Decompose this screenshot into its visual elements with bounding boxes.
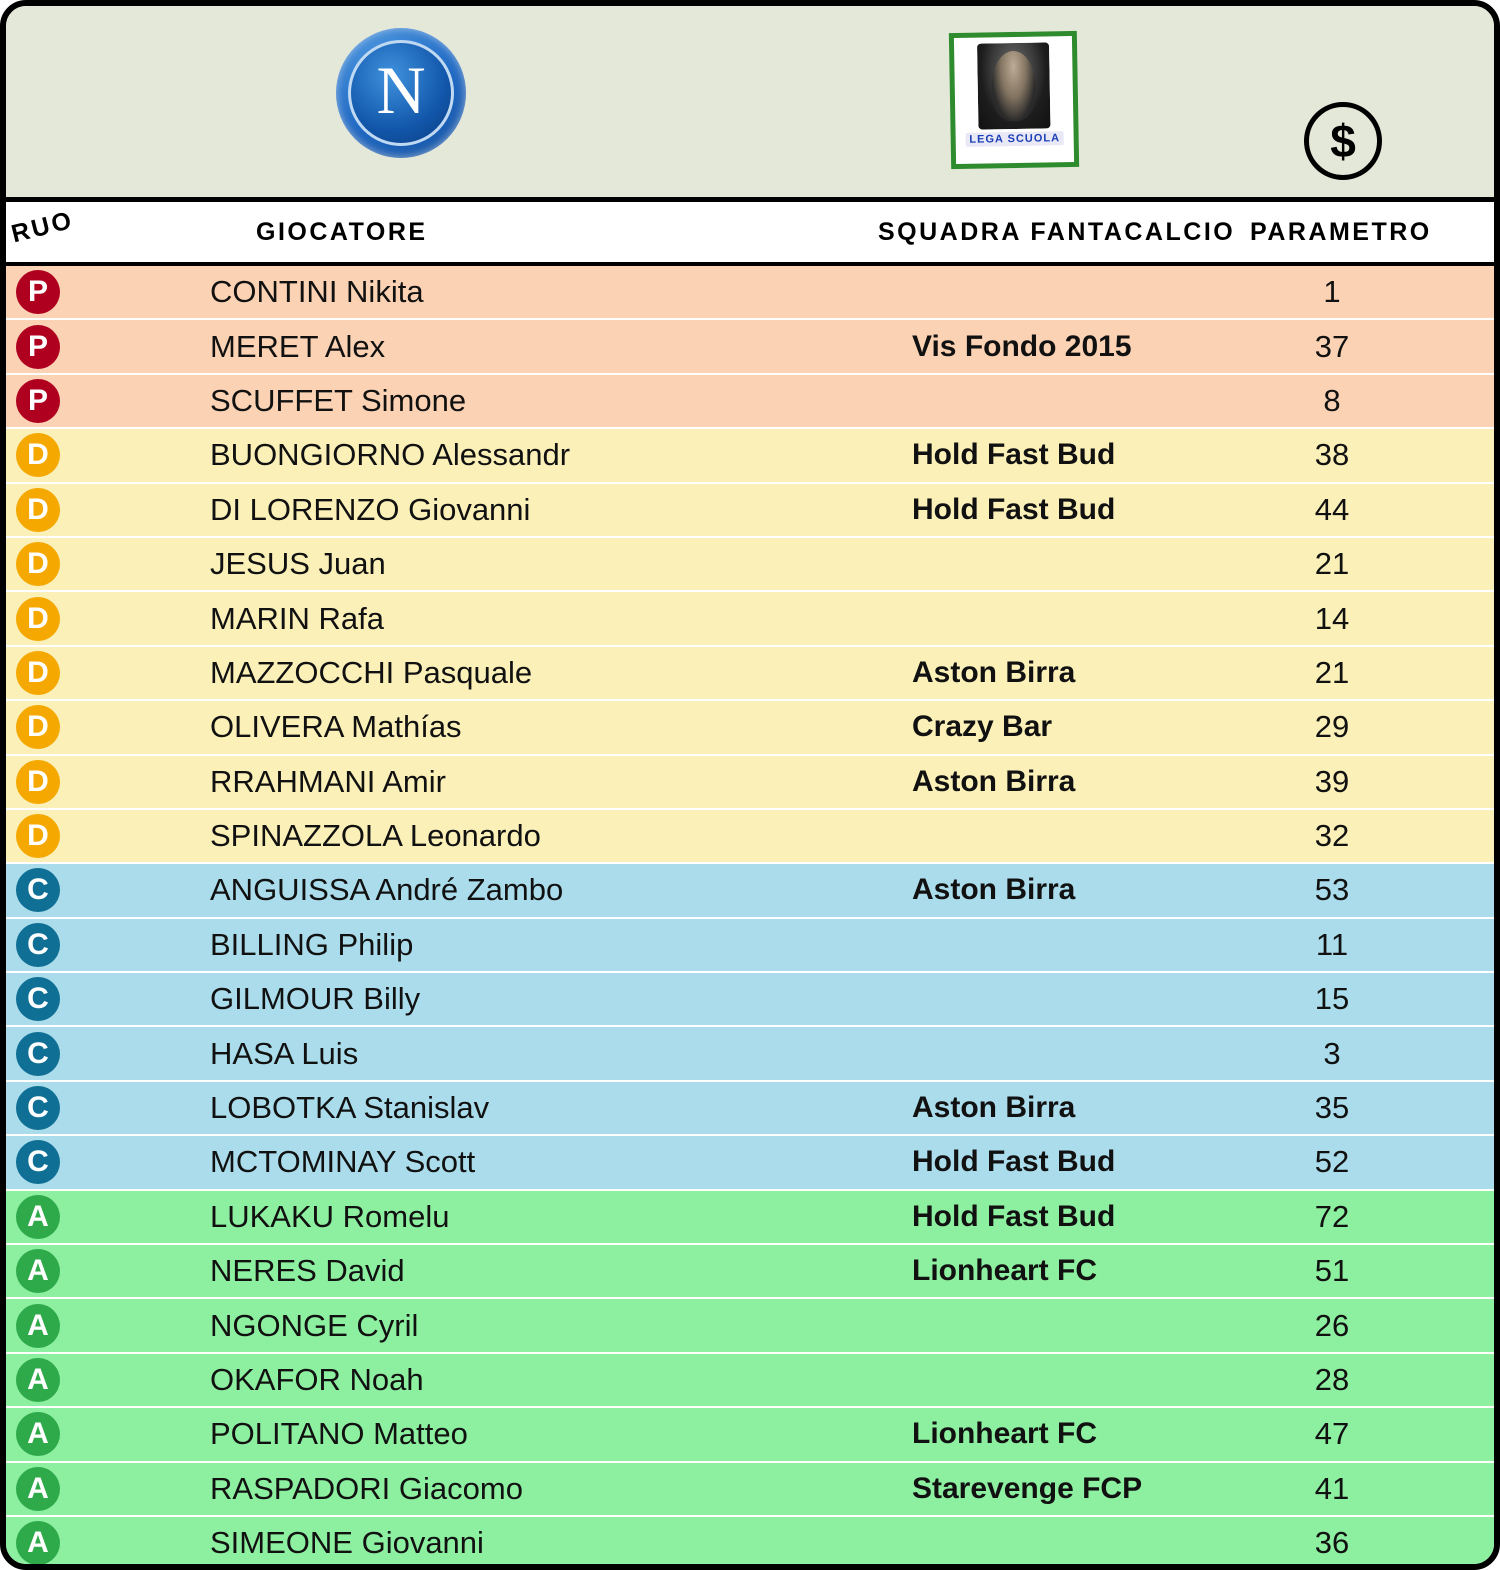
table-row[interactable] bbox=[6, 375, 1494, 429]
player-name: NGONGE Cyril bbox=[210, 1307, 419, 1343]
table-row[interactable] bbox=[6, 1463, 1494, 1517]
parameter-value: 8 bbox=[1323, 382, 1341, 418]
role-badge: D bbox=[16, 488, 60, 532]
parameter-value: 38 bbox=[1314, 437, 1350, 473]
role-badge: P bbox=[16, 379, 60, 423]
table-row[interactable] bbox=[6, 1191, 1494, 1245]
player-name: SCUFFET Simone bbox=[210, 382, 467, 418]
table-row[interactable] bbox=[6, 1408, 1494, 1462]
role-badge: D bbox=[16, 542, 60, 586]
player-name: SIMEONE Giovanni bbox=[210, 1525, 484, 1561]
fantasy-team-name: Hold Fast Bud bbox=[912, 438, 1116, 472]
fantasy-team-name: Lionheart FC bbox=[912, 1417, 1097, 1451]
role-badge: C bbox=[16, 977, 60, 1021]
column-header-parameter: PARAMETRO bbox=[1250, 217, 1432, 246]
table-row[interactable] bbox=[6, 1136, 1494, 1190]
table-row[interactable] bbox=[6, 538, 1494, 592]
parameter-value: 35 bbox=[1314, 1090, 1350, 1126]
fantasy-team-name: Hold Fast Bud bbox=[912, 1145, 1116, 1179]
parameter-value: 14 bbox=[1314, 600, 1350, 636]
role-badge: A bbox=[16, 1521, 60, 1565]
parameter-value: 41 bbox=[1314, 1470, 1350, 1506]
table-row[interactable] bbox=[6, 484, 1494, 538]
role-badge: C bbox=[16, 868, 60, 912]
fantasy-team-name: Starevenge FCP bbox=[912, 1471, 1143, 1505]
player-name: MERET Alex bbox=[210, 328, 386, 364]
table-row[interactable] bbox=[6, 1082, 1494, 1136]
sheet-header bbox=[6, 6, 1494, 202]
player-name: GILMOUR Billy bbox=[210, 981, 421, 1017]
role-badge: A bbox=[16, 1195, 60, 1239]
table-row[interactable] bbox=[6, 320, 1494, 374]
fantasy-team-name: Aston Birra bbox=[912, 873, 1076, 907]
league-logo-label: LEGA SCUOLA bbox=[965, 131, 1064, 147]
fantasy-team-name: Hold Fast Bud bbox=[912, 1199, 1116, 1233]
fantasy-team-name: Hold Fast Bud bbox=[912, 492, 1116, 526]
table-row[interactable] bbox=[6, 1517, 1494, 1570]
player-name: OLIVERA Mathías bbox=[210, 709, 462, 745]
role-badge: A bbox=[16, 1467, 60, 1511]
role-badge: C bbox=[16, 1032, 60, 1076]
fantasy-team-name: Aston Birra bbox=[912, 1091, 1076, 1125]
player-name: BUONGIORNO Alessandr bbox=[210, 437, 571, 473]
table-row[interactable] bbox=[6, 266, 1494, 320]
column-header-role: RUO bbox=[8, 205, 77, 248]
fantasy-team-name: Vis Fondo 2015 bbox=[912, 329, 1132, 363]
player-name: MARIN Rafa bbox=[210, 600, 384, 636]
parameter-value: 15 bbox=[1314, 981, 1350, 1017]
role-badge: P bbox=[16, 270, 60, 314]
table-row[interactable] bbox=[6, 756, 1494, 810]
player-name: LOBOTKA Stanislav bbox=[210, 1090, 490, 1126]
role-badge: C bbox=[16, 923, 60, 967]
crest-letter: N bbox=[376, 52, 426, 128]
parameter-value: 21 bbox=[1314, 654, 1350, 690]
player-name: HASA Luis bbox=[210, 1035, 359, 1071]
role-badge: C bbox=[16, 1086, 60, 1130]
role-badge: D bbox=[16, 705, 60, 749]
role-badge: D bbox=[16, 651, 60, 695]
table-row[interactable] bbox=[6, 701, 1494, 755]
parameter-value: 51 bbox=[1314, 1253, 1350, 1289]
parameter-value: 11 bbox=[1315, 926, 1349, 962]
table-row[interactable] bbox=[6, 919, 1494, 973]
player-name: ANGUISSA André Zambo bbox=[210, 872, 564, 908]
napoli-crest-icon bbox=[336, 28, 466, 158]
parameter-value: 47 bbox=[1314, 1416, 1350, 1452]
parameter-value: 28 bbox=[1314, 1362, 1350, 1397]
table-row[interactable] bbox=[6, 810, 1494, 864]
role-badge: C bbox=[16, 1140, 60, 1184]
role-badge: D bbox=[16, 760, 60, 804]
table-row[interactable] bbox=[6, 1245, 1494, 1299]
fantasy-team-name: Aston Birra bbox=[912, 655, 1076, 689]
player-name: BILLING Philip bbox=[210, 926, 414, 962]
portrait-illustration bbox=[977, 42, 1050, 129]
lega-scuola-logo-icon bbox=[949, 31, 1079, 169]
column-header-player: GIOCATORE bbox=[256, 217, 428, 246]
dollar-icon: $ bbox=[1304, 102, 1382, 180]
table-row[interactable] bbox=[6, 1299, 1494, 1353]
parameter-value: 29 bbox=[1314, 709, 1350, 745]
table-row[interactable] bbox=[6, 1027, 1494, 1081]
parameter-value: 32 bbox=[1314, 818, 1350, 854]
role-badge: P bbox=[16, 325, 60, 369]
player-name: JESUS Juan bbox=[210, 546, 386, 582]
parameter-value: 36 bbox=[1314, 1525, 1350, 1561]
parameter-value: 39 bbox=[1314, 763, 1350, 799]
role-badge: D bbox=[16, 814, 60, 858]
player-name: RASPADORI Giacomo bbox=[210, 1470, 523, 1506]
parameter-value: 3 bbox=[1323, 1035, 1341, 1071]
parameter-value: 1 bbox=[1323, 274, 1341, 310]
table-row[interactable] bbox=[6, 1354, 1494, 1408]
player-name: DI LORENZO Giovanni bbox=[210, 491, 531, 527]
role-badge: D bbox=[16, 433, 60, 477]
table-row[interactable] bbox=[6, 864, 1494, 918]
parameter-value: 21 bbox=[1314, 546, 1350, 582]
player-name: MAZZOCCHI Pasquale bbox=[210, 654, 533, 690]
parameter-value: 72 bbox=[1314, 1198, 1350, 1234]
parameter-value: 44 bbox=[1314, 491, 1350, 527]
player-name: LUKAKU Romelu bbox=[210, 1198, 450, 1234]
role-badge: A bbox=[16, 1358, 60, 1402]
role-badge: A bbox=[16, 1249, 60, 1293]
fantasy-team-name: Aston Birra bbox=[912, 764, 1076, 798]
player-name: RRAHMANI Amir bbox=[210, 763, 446, 799]
player-name: CONTINI Nikita bbox=[210, 274, 424, 310]
fantasy-team-name: Crazy Bar bbox=[912, 710, 1053, 744]
table-row[interactable] bbox=[6, 592, 1494, 646]
player-name: SPINAZZOLA Leonardo bbox=[210, 818, 541, 854]
column-header-row bbox=[6, 202, 1494, 266]
table-row[interactable] bbox=[6, 429, 1494, 483]
fantasy-team-name: Lionheart FC bbox=[912, 1254, 1097, 1288]
player-name: OKAFOR Noah bbox=[210, 1362, 424, 1397]
player-name: MCTOMINAY Scott bbox=[210, 1144, 476, 1180]
parameter-value: 37 bbox=[1314, 328, 1350, 364]
role-badge: A bbox=[16, 1304, 60, 1348]
parameter-value: 53 bbox=[1314, 872, 1350, 908]
column-header-team: SQUADRA FANTACALCIO bbox=[878, 217, 1236, 246]
parameter-value: 26 bbox=[1314, 1307, 1350, 1343]
role-badge: D bbox=[16, 597, 60, 641]
table-row[interactable] bbox=[6, 973, 1494, 1027]
player-name: POLITANO Matteo bbox=[210, 1416, 468, 1452]
role-badge: A bbox=[16, 1412, 60, 1456]
player-name: NERES David bbox=[210, 1253, 405, 1289]
player-table bbox=[6, 266, 1494, 1570]
parameter-value: 52 bbox=[1314, 1144, 1350, 1180]
table-row[interactable] bbox=[6, 647, 1494, 701]
